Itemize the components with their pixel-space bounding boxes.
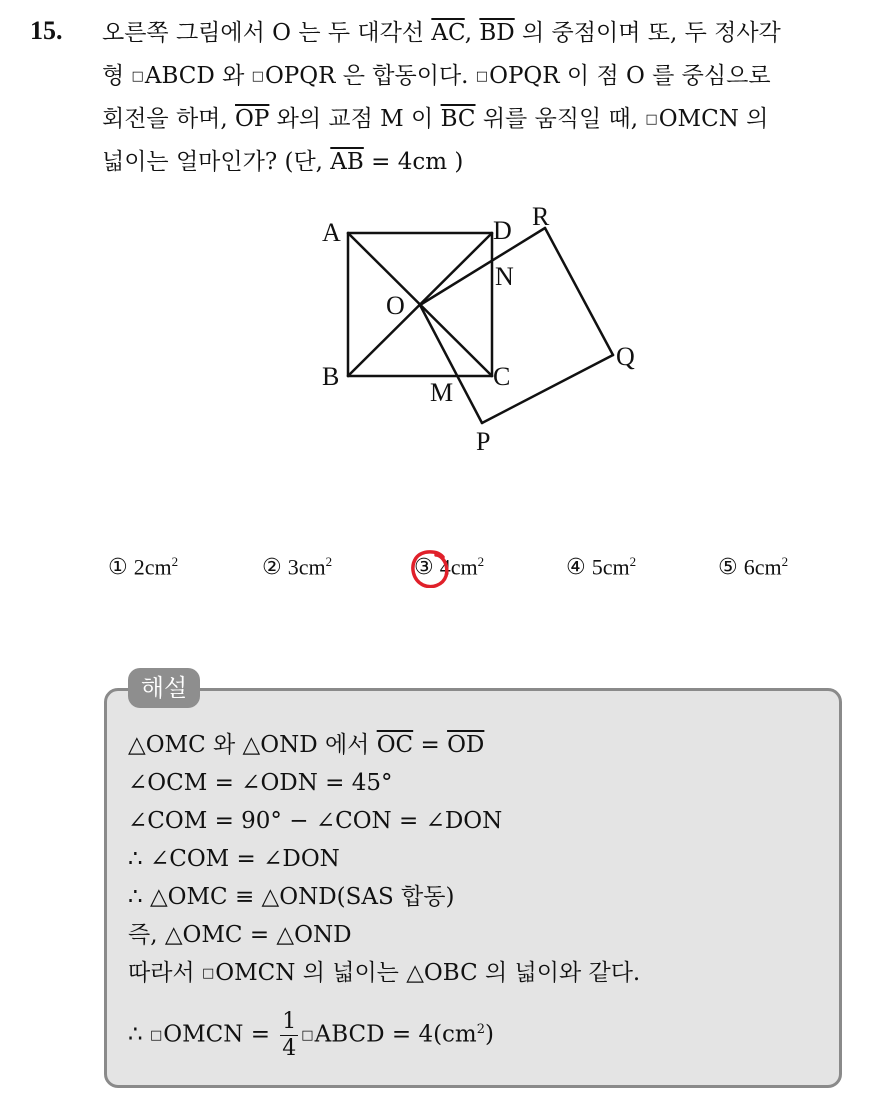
text-run: = [413,732,448,758]
segment-overline: $\overline{OP}$ [235,106,270,132]
text-run: 넓이는 얼마인가? (단, [102,149,331,175]
choice-exponent: 2 [477,554,485,569]
final-left: OMCN = [163,1021,278,1048]
choice-mark: ② [262,555,282,581]
segment-overline: $\overline{AC}$ [431,20,465,46]
text-line [128,954,828,992]
text-line [102,98,884,141]
label-b: B [322,362,340,391]
text-run: ABCD 와 [144,63,252,89]
square-symbol: □ [131,69,144,84]
text-line [128,878,828,916]
segment-overline: $\overline{BD}$ [479,20,515,46]
text-line [128,840,828,878]
text-line [102,12,884,55]
choice-mark: ⑤ [718,555,738,581]
text-run: OPQR 은 합동이다. [264,63,476,89]
square-symbol: □ [475,69,489,84]
choice-exponent: 2 [781,554,789,569]
label-m: M [430,378,454,407]
text-run: 즉, △OMC = △OND [128,922,352,948]
text-run: 의 중점이며 또, 두 정사각 [514,20,781,46]
square-symbol: □ [251,69,264,84]
label-a: A [322,218,341,247]
therefore-symbol: ∴ [128,1021,150,1048]
label-n: N [495,262,514,291]
text-run: 와의 교점 M 이 [269,106,441,132]
choice-mark: ③ [414,555,434,581]
text-line [128,764,828,802]
solution-lines [128,726,828,992]
side-qr [545,228,613,355]
text-run: ∴ △OMC ≡ △OND(SAS 합동) [128,884,455,910]
choice-1[interactable] [108,554,178,580]
answer-choices [108,548,868,592]
segment-overline: $\overline{OD}$ [447,732,485,758]
text-run: 위를 움직일 때, [475,106,646,132]
text-run: OMCN 의 [658,106,769,132]
text-run: ∴ ∠COM = ∠DON [128,846,340,872]
side-ro [420,228,545,305]
choice-value: 2cm [133,554,172,580]
choice-exponent: 2 [629,554,637,569]
choice-value: 5cm [591,554,630,580]
answer-circle-icon [410,548,450,588]
text-line [102,141,884,184]
text-run: OPQR 이 점 O 를 중심으로 [489,63,771,89]
text-run: △OMC 와 △OND 에서 [128,732,377,758]
text-run: 오른쪽 그림에서 O 는 두 대각선 [102,20,432,46]
final-exponent: 2 [476,1022,486,1037]
choice-2[interactable] [262,554,332,580]
square-symbol: □ [201,966,215,981]
label-d: D [493,216,512,245]
solution-final-line [128,998,828,1062]
text-run: OMCN 의 넓이는 △OBC 의 넓이와 같다. [215,960,641,986]
text-run: 형 [102,63,132,89]
figure-svg [300,195,660,475]
label-p: P [476,427,491,456]
text-run: ∠OCM = ∠ODN = 45° [128,770,393,796]
choice-exponent: 2 [171,554,179,569]
segment-overline: $\overline{BC}$ [440,106,476,132]
choice-value: 3cm [287,554,326,580]
choice-value: 4cm [439,554,478,580]
choice-mark: ④ [566,555,586,581]
choice-mark: ① [108,555,128,581]
final-right: ABCD = 4(cm [314,1021,477,1048]
label-c: C [493,362,511,391]
fraction-numerator: 1 [282,1009,297,1035]
problem-number: 15. [30,16,63,45]
text-line [102,55,884,98]
text-line [128,726,828,764]
label-r: R [532,202,550,231]
text-line [128,802,828,840]
solution-tab: 해설 [128,668,200,708]
solution-text [128,726,828,1062]
choice-5[interactable] [718,554,788,580]
choice-exponent: 2 [325,554,333,569]
segment-overline: $\overline{OC}$ [376,732,414,758]
fraction-one-quarter [280,1011,298,1060]
segment-overline: $\overline{AB}$ [330,149,364,175]
geometry-figure [300,195,660,475]
choice-value: 6cm [743,554,782,580]
text-run: = 4cm ) [363,149,464,175]
text-run: 따라서 [128,960,202,986]
square-symbol: □ [149,1027,163,1043]
label-q: Q [616,342,635,371]
label-o: O [386,291,405,320]
text-run: , [464,20,480,46]
text-line [128,916,828,954]
text-run: 회전을 하며, [102,106,236,132]
square-symbol: □ [645,112,658,127]
fraction-denominator: 4 [282,1036,297,1062]
problem-text [102,12,884,184]
square-symbol: □ [301,1027,314,1043]
choice-4[interactable] [566,554,636,580]
final-close: ) [485,1021,495,1048]
text-run: ∠COM = 90° − ∠CON = ∠DON [128,808,503,834]
